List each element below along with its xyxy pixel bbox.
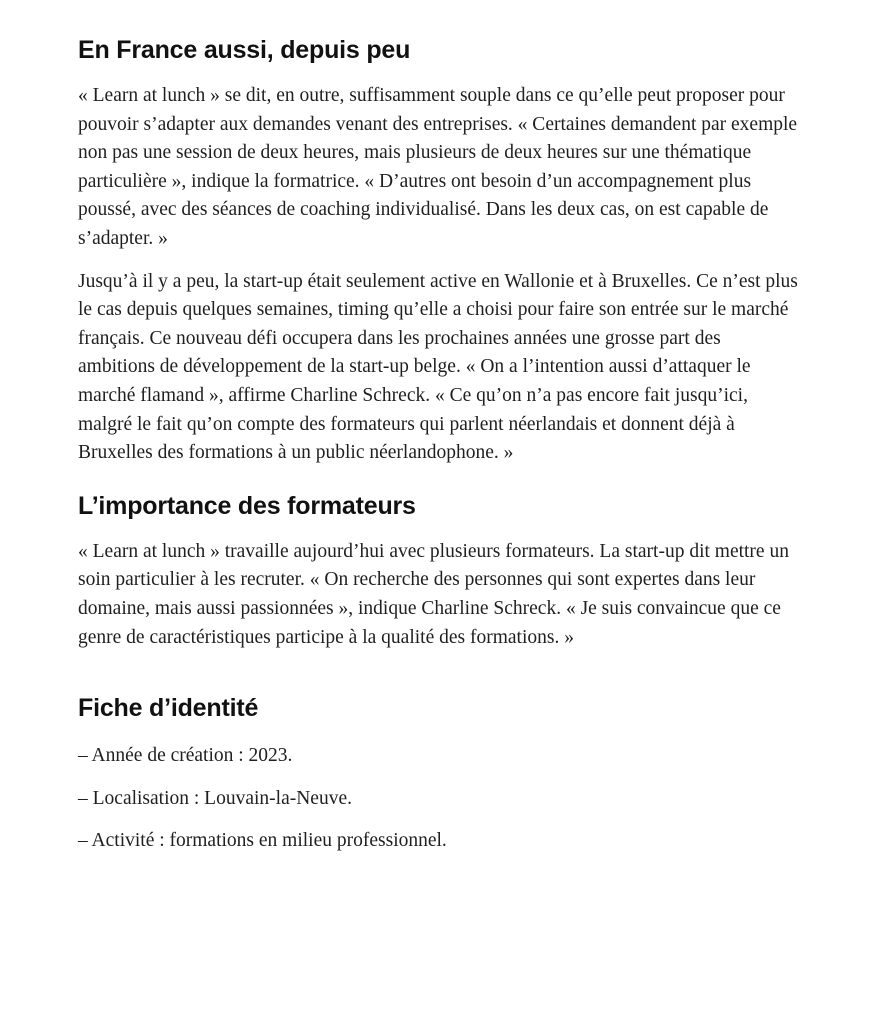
fiche-item-activite: – Activité : formations en milieu professionnel. [78,830,447,852]
section-heading-fiche-identite: Fiche d’identité [78,694,259,723]
article-body [78,30,798,856]
fiche-item-creation: – Année de création : 2023. [78,745,293,767]
paragraph-french-market: Jusqu’à il y a peu, la start-up était seulement active en Wallonie et à Bruxelles. Ce n’est plus le cas depuis quelques semaines, timing qu’elle a choisi pour faire son entrée sur le marché français. Ce nouveau défi occupera dans les prochaines années une grosse part des ambitions de développement de la start-up belge. « On a l’intention aussi d’attaquer le marché flamand », affirme Charline Schreck. « Ce qu’on n’a pas encore fait jusqu’ici, malgré le fait qu’on compte des formateurs qui parlent néerlandais et donnent déjà à Bruxelles des formations à un public néerlandophone. » [78,270,798,464]
paragraph-adaptability: « Learn at lunch » se dit, en outre, suffisamment souple dans ce qu’elle peut proposer pour pouvoir s’adapter aux demandes venant des entreprises. « Certaines demandent par exemple non pas une session de deux heures, mais plusieurs de deux heures sur une thématique particulière », indique la formatrice. « D’autres ont besoin d’un accompagnement plus poussé, avec des séances de coaching individualisé. Dans les deux cas, on est capable de s’adapter. » [78,85,798,249]
paragraph-trainers: « Learn at lunch » travaille aujourd’hui avec plusieurs formateurs. La start-up dit mettre un soin particulier à les recruter. « On recherche des personnes qui sont expertes dans leur domaine, mais aussi passionnées », indique Charline Schreck. « Je suis convaincue que ce genre de caractéristiques participe à la qualité des formations. » [78,540,789,648]
section-heading-france: En France aussi, depuis peu [78,36,411,64]
fiche-item-localisation: – Localisation : Louvain-la-Neuve. [78,787,352,809]
section-heading-formateurs: L’importance des formateurs [78,491,416,520]
